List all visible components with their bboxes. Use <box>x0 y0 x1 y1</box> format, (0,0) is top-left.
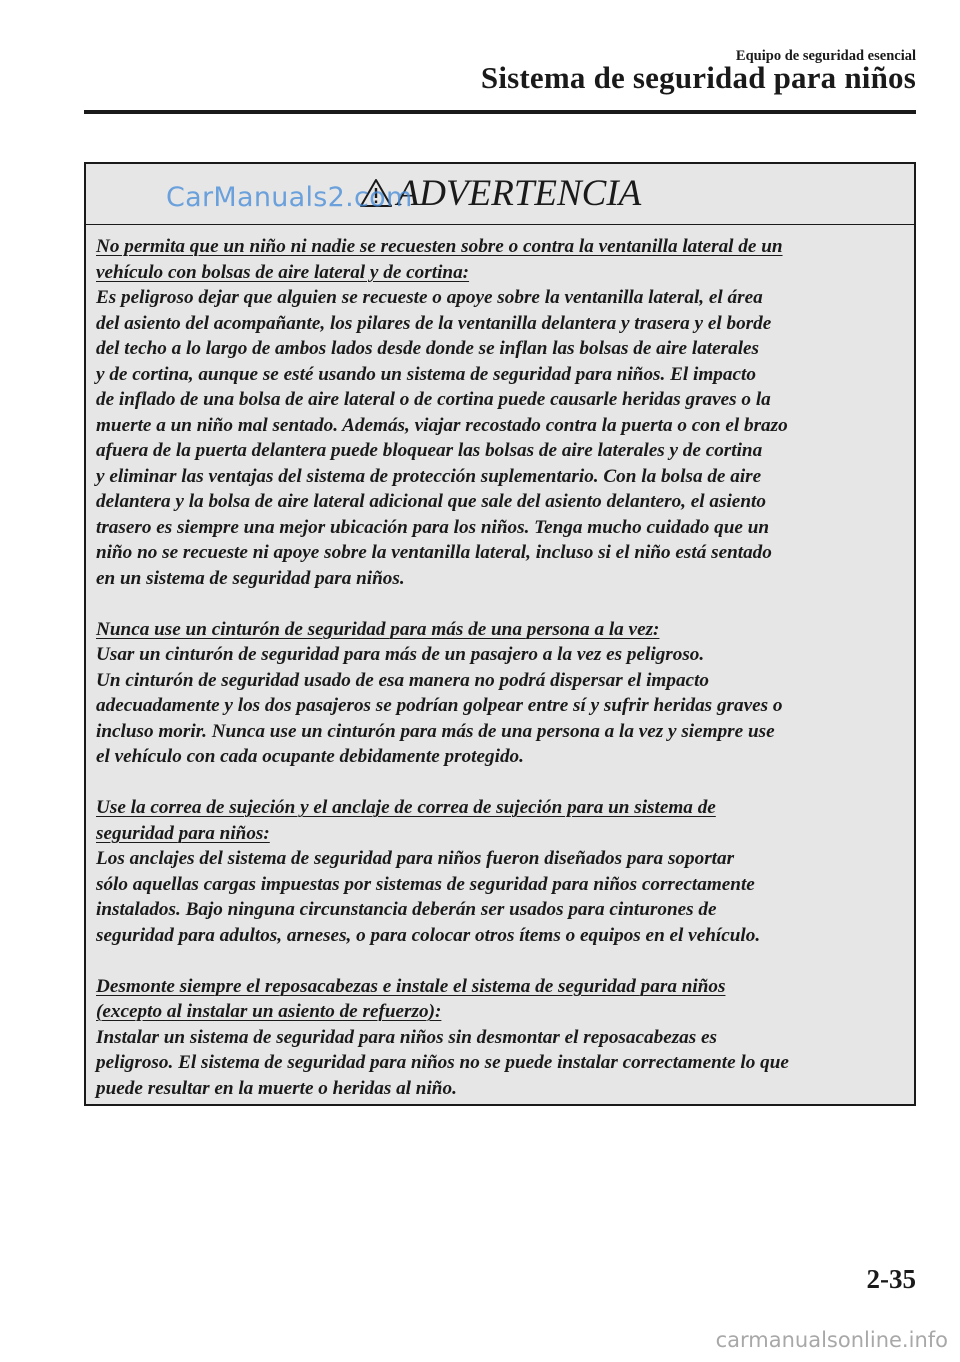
warning-subheading-line: seguridad para niños: <box>96 822 270 844</box>
warning-subheading-line: Desmonte siempre el reposacabezas e instale el sistema de seguridad para niños <box>96 975 726 997</box>
warning-subheading-line: vehículo con bolsas de aire lateral y de cortina: <box>96 261 470 283</box>
page-number: 2-35 <box>866 1264 916 1294</box>
warning-text-line: Instalar un sistema de seguridad para niños sin desmontar el reposacabezas es <box>96 1026 718 1048</box>
warning-text-line: seguridad para adultos, arneses, o para colocar otros ítems o equipos en el vehículo. <box>96 924 761 946</box>
warning-text-line: afuera de la puerta delantera puede bloquear las bolsas de aire laterales y de cortina <box>96 440 763 461</box>
warning-text-line: del techo a lo largo de ambos lados desde donde se inflan las bolsas de aire laterales <box>96 338 760 359</box>
warning-text-line: sólo aquellas cargas impuestas por sistemas de seguridad para niños correctamente <box>96 873 755 895</box>
warning-subheading-line: Nunca use un cinturón de seguridad para más de una persona a la vez: <box>96 618 660 640</box>
warning-text-line: y de cortina, aunque se esté usando un sistema de seguridad para niños. El impacto <box>96 363 756 385</box>
watermark: CarManuals2.com <box>166 182 413 213</box>
warning-text-line: puede resultar en la muerte o heridas al niño. <box>96 1077 457 1099</box>
section-header: Equipo de seguridad esencial <box>735 48 916 64</box>
paragraph-gap <box>96 770 908 796</box>
warning-text-line: el vehículo con cada ocupante debidamente protegido. <box>96 746 524 767</box>
site-footer: carmanualsonline.info <box>715 1328 948 1352</box>
warning-title-text: ADVERTENCIA <box>396 173 642 214</box>
warning-box <box>84 162 916 1106</box>
warning-header <box>86 164 914 225</box>
warning-text-line: y eliminar las ventajas del sistema de protección suplementario. Con la bolsa de aire <box>96 465 762 487</box>
warning-text-line: muerte a un niño mal sentado. Además, viajar recostado contra la puerta o con el brazo <box>96 414 788 436</box>
warning-subheading-line: Use la correa de sujeción y el anclaje de correa de sujeción para un sistema de <box>96 797 716 818</box>
warning-text-line: trasero es siempre una mejor ubicación para los niños. Tenga mucho cuidado que un <box>96 516 770 538</box>
paragraph-gap <box>96 948 908 974</box>
warning-text-line: instalados. Bajo ninguna circunstancia deberán ser usados para cinturones de <box>96 899 717 920</box>
warning-text-line: adecuadamente y los dos pasajeros se podrían golpear entre sí y sufrir heridas graves o <box>96 695 783 716</box>
warning-text-line: niño no se recueste ni apoye sobre la ventanilla lateral, incluso si el niño está sentado <box>96 542 772 563</box>
warning-text-line: Es peligroso dejar que alguien se recueste o apoye sobre la ventanilla lateral, el área <box>96 287 763 308</box>
warning-body <box>96 234 908 1101</box>
warning-text-line: Un cinturón de seguridad usado de esa manera no podrá dispersar el impacto <box>96 669 709 691</box>
warning-text-line: en un sistema de seguridad para niños. <box>96 567 405 589</box>
warning-subheading-line: (excepto al instalar un asiento de refuerzo): <box>96 1001 442 1022</box>
warning-text-line: peligroso. El sistema de seguridad para niños no se puede instalar correctamente lo que <box>96 1052 789 1073</box>
warning-text-line: de inflado de una bolsa de aire lateral o de cortina puede causarle heridas graves o la <box>96 389 771 410</box>
page-title: Sistema de seguridad para niños <box>480 60 916 95</box>
warning-text-line: delantera y la bolsa de aire lateral adicional que sale del asiento delantero, el asiento <box>96 491 766 512</box>
warning-text-line: Los anclajes del sistema de seguridad para niños fueron diseñados para soportar <box>96 848 735 869</box>
warning-text-line: incluso morir. Nunca use un cinturón para más de una persona a la vez y siempre use <box>96 720 775 742</box>
warning-subheading-line: No permita que un niño ni nadie se recuesten sobre o contra la ventanilla lateral de un <box>96 236 783 257</box>
warning-text-line: del asiento del acompañante, los pilares de la ventanilla delantera y trasera y el borde <box>96 312 772 334</box>
warning-text-line: Usar un cinturón de seguridad para más de un pasajero a la vez es peligroso. <box>96 644 705 665</box>
paragraph-gap <box>96 591 908 617</box>
header-rule <box>84 110 916 114</box>
